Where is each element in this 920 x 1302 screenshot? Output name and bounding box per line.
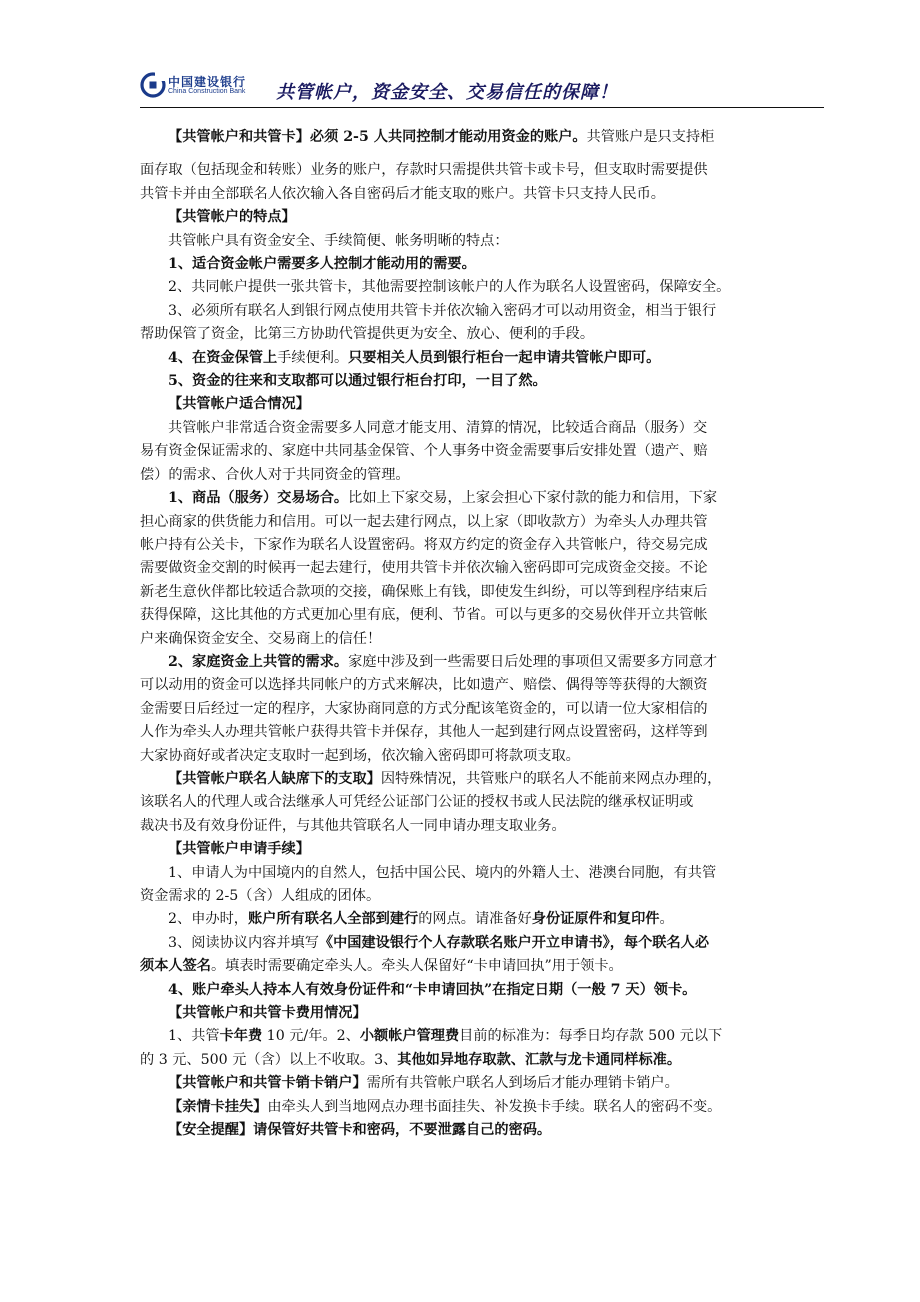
trade-line-3: 帐户持有公关卡，下家作为联名人设置密码。将双方约定的资金存入共管帐户，待交易完成 — [140, 536, 708, 553]
absent-line-2: 该联名人的代理人或合法继承人可凭经公证部门公证的授权书或人民法院的继承权证明或 — [140, 794, 694, 811]
family-line-5: 大家协商好或者决定支取时一起到场，依次输入密码即可将款项支取。 — [140, 747, 580, 764]
apply-step-3-line-1: 3、阅读协议内容并填写《中国建设银行个人存款联名账户开立申请书》，每个联名人必 — [168, 934, 710, 951]
family-title: 2、家庭资金上共管的需求。 — [168, 653, 349, 670]
ccb-logo-icon — [140, 72, 166, 98]
trade-line-4: 需要做资金交割的时候再一起去建行，使用共管卡并依次输入密码即可完成资金交接。不论 — [140, 560, 708, 577]
safety-paragraph: 【安全提醒】请保管好共管卡和密码，不要泄露自己的密码。 — [168, 1122, 552, 1139]
loss-paragraph: 【亲情卡挂失】由牵头人到当地网点办理书面挂失、补发换卡手续。联名人的密码不变。 — [168, 1098, 722, 1115]
family-line-4: 人作为牵头人办理共管帐户获得共管卡并保存，其他人一起到建行网点设置密码，这样等到 — [140, 724, 708, 741]
suitable-heading: 【共管帐户适合情况】 — [168, 396, 310, 413]
feature-4: 4、在资金保管上手续便利。只要相关人员到银行柜台一起申请共管帐户即可。 — [168, 349, 661, 366]
feature-2: 2、共同帐户提供一张共管卡，其他需要控制该帐户的人作为联名人设置密码，保障安全。 — [168, 279, 731, 296]
apply-step-4: 4、账户牵头人持本人有效身份证件和“卡申请回执”在指定日期（一般 7 天）领卡。 — [168, 981, 697, 998]
header-slogan: 共管帐户，资金安全、交易信任的保障！ — [276, 82, 618, 103]
apply-step-1-line-1: 1、申请人为中国境内的自然人，包括中国公民、境内的外籍人士、港澳台同胞，有共管 — [168, 864, 717, 881]
trade-line-1: 1、商品（服务）交易场合。比如上下家交易，上家会担心下家付款的能力和信用，下家 — [168, 490, 718, 507]
document-body — [140, 126, 788, 1142]
cancel-paragraph: 【共管帐户和共管卡销卡销户】需所有共管帐户联名人到场后才能办理销卡销户。 — [168, 1075, 679, 1092]
feature-1: 1、适合资金帐户需要多人控制才能动用的需要。 — [168, 256, 476, 273]
feature-3-line-1: 3、必须所有联名人到银行网点使用共管卡并依次输入密码才可以动用资金，相当于银行 — [168, 302, 717, 319]
apply-step-1-line-2: 资金需求的 2-5（含）人组成的团体。 — [140, 888, 381, 904]
absent-line-1: 【共管帐户联名人缺席下的支取】因特殊情况，共管账户的联名人不能前来网点办理的， — [168, 770, 722, 787]
absent-title: 【共管帐户联名人缺席下的支取】 — [168, 770, 381, 787]
feature-3-line-2: 帮助保管了资金，比第三方协助代管提供更为安全、放心、便利的手段。 — [140, 326, 595, 343]
trade-line-7: 户来确保资金安全、交易商上的信任！ — [140, 630, 382, 647]
family-line-2: 可以动用的资金可以选择共同帐户的方式来解决，比如遗产、赔偿、偶得等等获得的大额资 — [140, 677, 708, 694]
suitable-line-3: 偿）的需求、合伙人对于共同资金的管理。 — [140, 466, 410, 483]
trade-title: 1、商品（服务）交易场合。 — [168, 490, 349, 507]
feature-5: 5、资金的往来和支取都可以通过银行柜台打印，一目了然。 — [168, 373, 547, 390]
page-header — [140, 66, 824, 108]
intro-definition: 【共管帐户和共管卡】必须 2-5 人共同控制才能动用资金的账户。 — [168, 129, 587, 145]
family-line-1: 2、家庭资金上共管的需求。家庭中涉及到一些需要日后处理的事项但又需要多方同意才 — [168, 653, 718, 670]
features-heading: 【共管帐户的特点】 — [168, 209, 296, 226]
absent-line-3: 裁决书及有效身份证件，与其他共管联名人一同申请办理支取业务。 — [140, 817, 566, 834]
logo-chinese-name: 中国建设银行 — [168, 75, 247, 89]
trade-line-2: 担心商家的供货能力和信用。可以一起去建行网点，以上家（即收款方）为牵头人办理共管 — [140, 513, 708, 530]
features-lead: 共管帐户具有资金安全、手续简便、帐务明晰的特点： — [168, 232, 509, 249]
fees-heading: 【共管帐户和共管卡费用情况】 — [168, 1005, 367, 1022]
suitable-line-1: 共管帐户非常适合资金需要多人同意才能支用、清算的情况，比较适合商品（服务）交 — [168, 419, 708, 436]
ccb-logo — [140, 70, 280, 100]
intro-line-2: 面存取（包括现金和转账）业务的账户，存款时只需提供共管卡或卡号，但支取时需要提供 — [140, 162, 708, 179]
intro-line-1 — [140, 126, 788, 149]
fees-line-1: 1、共管卡年费 10 元/年。2、小额帐户管理费目前的标准为：每季日均存款 500 元以下 — [168, 1028, 723, 1045]
intro-text: 共管账户是只支持柜 — [586, 129, 715, 145]
family-line-3: 金需要日后经过一定的程序，大家协商同意的方式分配该笔资金的，可以请一位大家相信的 — [140, 700, 708, 717]
fees-line-2: 的 3 元、500 元（含）以上不收取。3、其他如异地存取款、汇款与龙卡通同样标准。 — [140, 1051, 682, 1068]
logo-english-name: China Construction Bank — [168, 88, 246, 95]
intro-line-3: 共管卡并由全部联名人依次输入各自密码后才能支取的账户。共管卡只支持人民币。 — [140, 185, 665, 202]
suitable-line-2: 易有资金保证需求的、家庭中共同基金保管、个人事务中资金需要事后安排处置（遗产、赔 — [140, 443, 708, 460]
header-rule — [140, 107, 824, 108]
apply-step-3-line-2: 须本人签名。填表时需要确定牵头人。牵头人保留好“卡申请回执”用于领卡。 — [140, 958, 623, 975]
apply-heading: 【共管帐户申请手续】 — [168, 841, 310, 858]
trade-line-5: 新老生意伙伴都比较适合款项的交接，确保账上有钱，即使发生纠纷，可以等到程序结束后 — [140, 583, 708, 600]
apply-step-2: 2、申办时，账户所有联名人全部到建行的网点。请准备好身份证原件和复印件。 — [168, 911, 674, 928]
trade-line-6: 获得保障，这比其他的方式更加心里有底，便利、节省。可以与更多的交易伙伴开立共管帐 — [140, 607, 708, 624]
